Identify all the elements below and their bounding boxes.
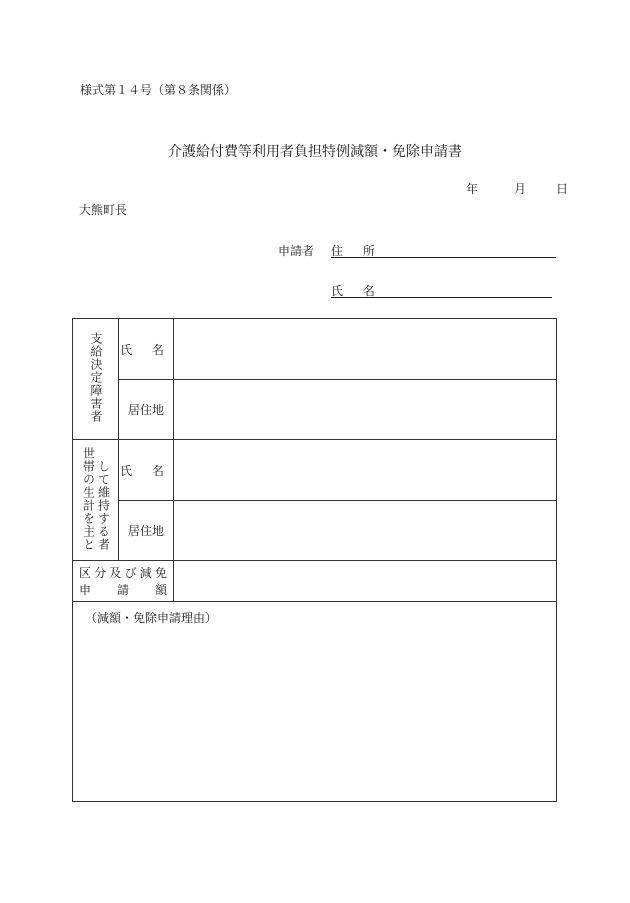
applicant-label: 申請者 — [278, 244, 315, 258]
name-label: 氏 名 — [331, 284, 383, 298]
section1-name-input-cell[interactable] — [174, 319, 557, 380]
section1-residence-label: 居住地 — [127, 403, 164, 417]
section1-header-cell — [73, 319, 119, 440]
document-title: 介護給付費等利用者負担特例減額・免除申請書 — [168, 144, 462, 160]
category-label-cell — [73, 561, 174, 602]
section1-name-label: 氏 名 — [120, 342, 172, 357]
category-label-line1: 区分及び減免 — [79, 566, 167, 580]
section2-residence-label: 居住地 — [127, 524, 164, 538]
category-label-line2: 申請額 — [79, 583, 167, 597]
applicant-address-field[interactable] — [331, 242, 556, 258]
section2-residence-label-cell — [119, 501, 174, 561]
section2-label-line1: 世帯の生計を主と — [81, 446, 96, 551]
category-input-cell[interactable] — [174, 561, 557, 602]
section2-label-line2: して維持する者 — [96, 459, 111, 551]
section2-header-cell — [73, 440, 119, 561]
reason-label: （減額・免除申請理由） — [85, 611, 218, 625]
section1-residence-label-cell — [119, 380, 174, 440]
section2-name-input-cell[interactable] — [174, 440, 557, 501]
date-day-label: 日 — [556, 182, 569, 196]
section2-residence-input-cell[interactable] — [174, 501, 557, 561]
section2-name-label: 氏 名 — [120, 463, 172, 478]
date-line — [466, 180, 568, 197]
form-number: 様式第１４号（第８条関係） — [80, 83, 237, 97]
date-month-label: 月 — [514, 182, 527, 196]
address-label: 住 所 — [331, 244, 383, 258]
date-year-label: 年 — [466, 182, 479, 196]
addressee: 大熊町長 — [79, 203, 128, 217]
section1-label: 支給決定障害者 — [89, 332, 103, 423]
section1-residence-input-cell[interactable] — [174, 380, 557, 440]
section2-name-label-cell — [119, 440, 174, 501]
reason-cell[interactable] — [73, 602, 557, 802]
applicant-name-field[interactable] — [331, 282, 552, 298]
application-table — [72, 318, 557, 802]
section1-name-label-cell — [119, 319, 174, 380]
